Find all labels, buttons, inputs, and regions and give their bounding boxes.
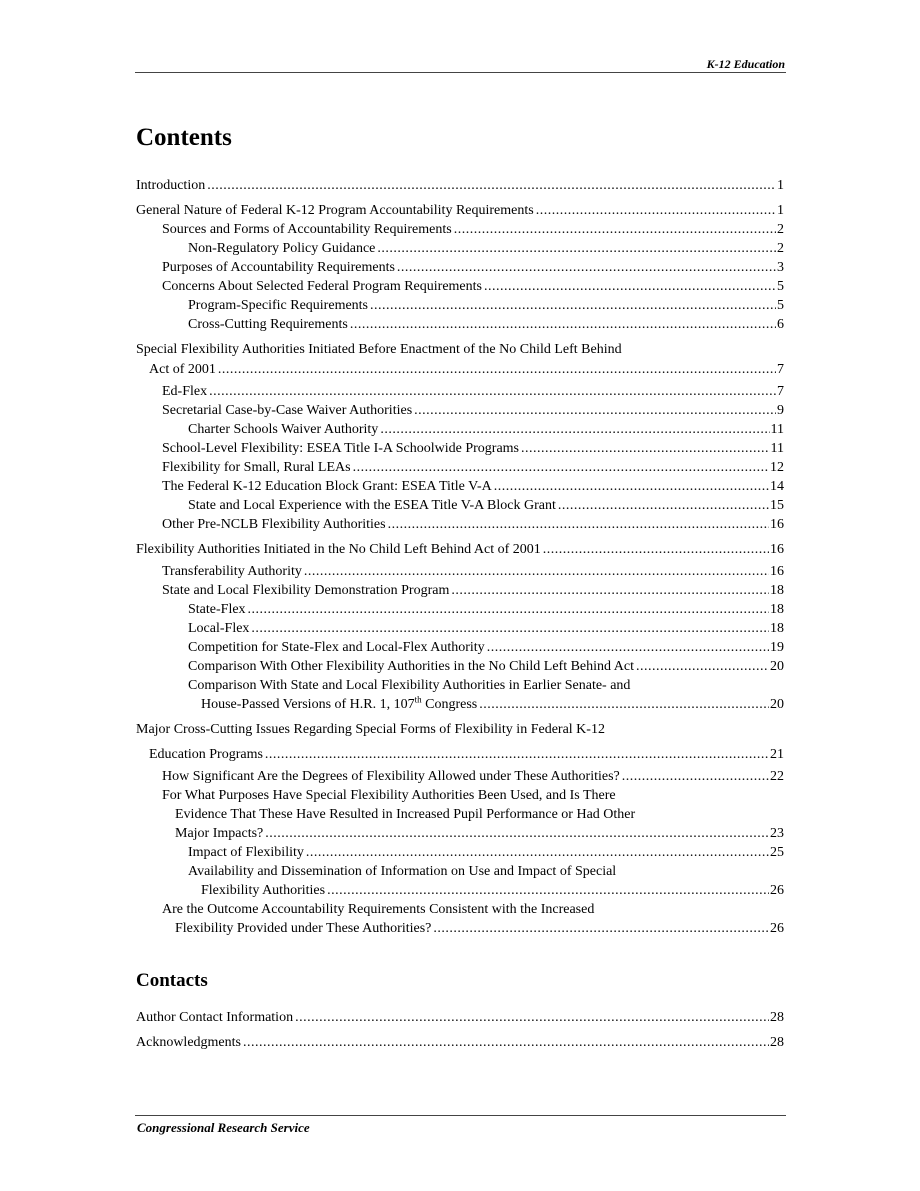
toc-entry[interactable] — [136, 745, 784, 764]
toc-entry-title: Flexibility Authorities Initiated in the No Child Left Behind Act of 2001 — [136, 542, 541, 557]
toc-leader — [306, 843, 769, 862]
toc-leader — [451, 581, 769, 600]
toc-entry[interactable] — [136, 540, 784, 559]
toc-leader — [494, 477, 769, 496]
running-header: K-12 Education — [706, 57, 785, 71]
toc-leader — [558, 496, 769, 515]
toc-leader — [414, 401, 776, 420]
toc-entry-title: Comparison With Other Flexibility Authorities in the No Child Left Behind Act — [188, 659, 634, 674]
toc-leader — [209, 382, 776, 401]
toc-page-number: 16 — [770, 517, 784, 532]
toc-page-number: 21 — [770, 747, 784, 762]
toc-entry-title: Flexibility Provided under These Authorities? — [175, 921, 432, 936]
toc-entry[interactable] — [136, 296, 784, 315]
toc-entry-title: Impact of Flexibility — [188, 845, 304, 860]
toc-entry[interactable] — [136, 919, 784, 938]
toc-entry[interactable] — [136, 1008, 784, 1027]
toc-entry-title: Secretarial Case-by-Case Waiver Authorities — [162, 403, 413, 418]
toc-entry-title-part: House-Passed Versions of H.R. 1, 107 — [201, 697, 415, 712]
toc-page-number: 16 — [770, 542, 784, 557]
toc-page-number: 6 — [777, 317, 784, 332]
toc-entry-title: Local-Flex — [188, 621, 250, 636]
toc-entry-title — [201, 695, 477, 714]
toc-entry-title: Concerns About Selected Federal Program Requirements — [162, 279, 482, 294]
toc-entry-title: Program-Specific Requirements — [188, 298, 369, 313]
toc-entry-title: Author Contact Information — [136, 1010, 294, 1025]
toc-page-number: 14 — [770, 479, 784, 494]
toc-entry[interactable] — [136, 176, 784, 195]
toc-entry-title: Purposes of Accountability Requirements — [162, 260, 395, 275]
contacts-list — [136, 1008, 784, 1052]
toc-page-number: 20 — [770, 659, 784, 674]
toc-entry-title-part: Congress — [421, 697, 478, 712]
toc-page-number: 28 — [770, 1010, 784, 1025]
toc-page-number: 26 — [770, 883, 784, 898]
toc-leader — [304, 562, 769, 581]
toc-entry-title: State-Flex — [188, 602, 246, 617]
toc-page-number: 1 — [777, 178, 784, 193]
running-footer: Congressional Research Service — [137, 1120, 310, 1135]
toc-entry[interactable] — [136, 277, 784, 296]
footer-rule — [135, 1115, 786, 1116]
toc-page-number: 26 — [770, 921, 784, 936]
toc-entry[interactable] — [136, 420, 784, 439]
toc-page-number: 23 — [770, 826, 784, 841]
table-of-contents — [136, 176, 784, 938]
toc-page-number: 18 — [770, 583, 784, 598]
toc-page-number: 15 — [770, 498, 784, 513]
toc-leader — [622, 767, 769, 786]
header-rule — [135, 72, 786, 73]
toc-entry-title: State and Local Flexibility Demonstration Program — [162, 583, 450, 598]
toc-entry-title: School-Level Flexibility: ESEA Title I-A Schoolwide Programs — [162, 441, 519, 456]
toc-entry[interactable] — [136, 239, 784, 258]
toc-leader — [327, 881, 769, 900]
toc-entry[interactable] — [136, 767, 784, 786]
toc-leader — [251, 619, 769, 638]
toc-entry-title-line[interactable]: Major Cross-Cutting Issues Regarding Special Forms of Flexibility in Federal K-12 — [136, 722, 605, 737]
toc-leader — [295, 1008, 769, 1027]
toc-page-number: 5 — [777, 298, 784, 313]
toc-entry-title-line[interactable]: Special Flexibility Authorities Initiated Before Enactment of the No Child Left Behind — [136, 342, 622, 357]
contacts-heading: Contacts — [136, 970, 208, 991]
toc-leader — [248, 600, 769, 619]
toc-page-number: 11 — [770, 441, 784, 456]
toc-entry-title-line[interactable]: Are the Outcome Accountability Requirements Consistent with the Increased — [162, 902, 595, 917]
toc-entry-title: Charter Schools Waiver Authority — [188, 422, 379, 437]
toc-page-number: 5 — [777, 279, 784, 294]
toc-entry-title: State and Local Experience with the ESEA Title V-A Block Grant — [188, 498, 556, 513]
toc-page-number: 22 — [770, 769, 784, 784]
toc-page-number: 25 — [770, 845, 784, 860]
toc-leader — [350, 315, 776, 334]
toc-leader — [218, 360, 776, 379]
toc-entry[interactable] — [136, 824, 784, 843]
toc-page-number: 9 — [777, 403, 784, 418]
contents-heading: Contents — [136, 124, 232, 151]
toc-leader — [521, 439, 770, 458]
toc-page-number: 18 — [770, 621, 784, 636]
toc-page-number: 12 — [770, 460, 784, 475]
toc-page-number: 28 — [770, 1035, 784, 1050]
toc-leader — [636, 657, 769, 676]
toc-entry-title-line[interactable]: Evidence That These Have Resulted in Increased Pupil Performance or Had Other — [175, 807, 636, 822]
toc-leader — [536, 201, 776, 220]
toc-entry[interactable] — [136, 201, 784, 220]
toc-entry[interactable] — [136, 477, 784, 496]
toc-entry[interactable] — [136, 695, 784, 714]
toc-entry-title: Competition for State-Flex and Local-Flex Authority — [188, 640, 485, 655]
toc-entry-title: Flexibility for Small, Rural LEAs — [162, 460, 351, 475]
toc-entry[interactable] — [136, 458, 784, 477]
toc-entry-title: Act of 2001 — [149, 362, 216, 377]
toc-leader — [543, 540, 769, 559]
toc-entry[interactable] — [136, 657, 784, 676]
toc-entry[interactable] — [136, 220, 784, 239]
toc-entry-title: Ed-Flex — [162, 384, 208, 399]
toc-entry-title: Acknowledgments — [136, 1035, 241, 1050]
toc-entry-title: General Nature of Federal K-12 Program Accountability Requirements — [136, 203, 534, 218]
toc-page-number: 7 — [777, 362, 784, 377]
toc-leader — [380, 420, 769, 439]
toc-entry[interactable] — [136, 1033, 784, 1052]
toc-entry-title: Education Programs — [149, 747, 263, 762]
toc-leader — [265, 824, 769, 843]
toc-entry-title: Other Pre-NCLB Flexibility Authorities — [162, 517, 386, 532]
toc-entry-title: Introduction — [136, 178, 206, 193]
toc-page-number: 20 — [770, 697, 784, 712]
toc-leader — [479, 695, 769, 714]
toc-entry-title: Major Impacts? — [175, 826, 264, 841]
toc-entry-title-line[interactable]: For What Purposes Have Special Flexibility Authorities Been Used, and Is There — [162, 788, 616, 803]
toc-entry[interactable] — [136, 600, 784, 619]
toc-leader — [487, 638, 769, 657]
toc-entry-title-line[interactable]: Comparison With State and Local Flexibility Authorities in Earlier Senate- and — [188, 678, 631, 693]
toc-leader — [243, 1033, 769, 1052]
toc-page-number: 1 — [777, 203, 784, 218]
toc-leader — [265, 745, 769, 764]
toc-entry-title: How Significant Are the Degrees of Flexibility Allowed under These Authorities? — [162, 769, 620, 784]
toc-leader — [433, 919, 769, 938]
toc-entry-title: Cross-Cutting Requirements — [188, 317, 348, 332]
toc-entry[interactable] — [136, 515, 784, 534]
toc-entry[interactable] — [136, 638, 784, 657]
toc-entry[interactable] — [136, 382, 784, 401]
toc-page-number: 19 — [770, 640, 784, 655]
toc-entry-title-line[interactable]: Availability and Dissemination of Information on Use and Impact of Special — [188, 864, 617, 879]
toc-entry[interactable] — [136, 439, 784, 458]
toc-page-number: 7 — [777, 384, 784, 399]
ordinal-superscript: th — [414, 694, 422, 705]
toc-entry-title: Flexibility Authorities — [201, 883, 326, 898]
toc-leader — [207, 176, 776, 195]
toc-entry[interactable] — [136, 496, 784, 515]
toc-entry-title: Transferability Authority — [162, 564, 302, 579]
toc-leader — [370, 296, 776, 315]
toc-entry[interactable] — [136, 401, 784, 420]
toc-page-number: 11 — [770, 422, 784, 437]
toc-entry-title: The Federal K-12 Education Block Grant: ESEA Title V-A — [162, 479, 492, 494]
toc-entry[interactable] — [136, 562, 784, 581]
toc-page-number: 2 — [777, 222, 784, 237]
toc-entry-title: Non-Regulatory Policy Guidance — [188, 241, 376, 256]
toc-leader — [454, 220, 776, 239]
toc-leader — [353, 458, 769, 477]
toc-entry[interactable] — [136, 619, 784, 638]
toc-entry-title: Sources and Forms of Accountability Requirements — [162, 222, 452, 237]
toc-leader — [397, 258, 776, 277]
toc-entry[interactable] — [136, 258, 784, 277]
toc-leader — [377, 239, 776, 258]
toc-entry[interactable] — [136, 360, 784, 379]
toc-leader — [484, 277, 776, 296]
toc-entry[interactable] — [136, 881, 784, 900]
toc-leader — [388, 515, 769, 534]
toc-page-number: 2 — [777, 241, 784, 256]
toc-page-number: 3 — [777, 260, 784, 275]
toc-entry[interactable] — [136, 581, 784, 600]
toc-page-number: 18 — [770, 602, 784, 617]
toc-entry[interactable] — [136, 843, 784, 862]
toc-page-number: 16 — [770, 564, 784, 579]
toc-entry[interactable] — [136, 315, 784, 334]
